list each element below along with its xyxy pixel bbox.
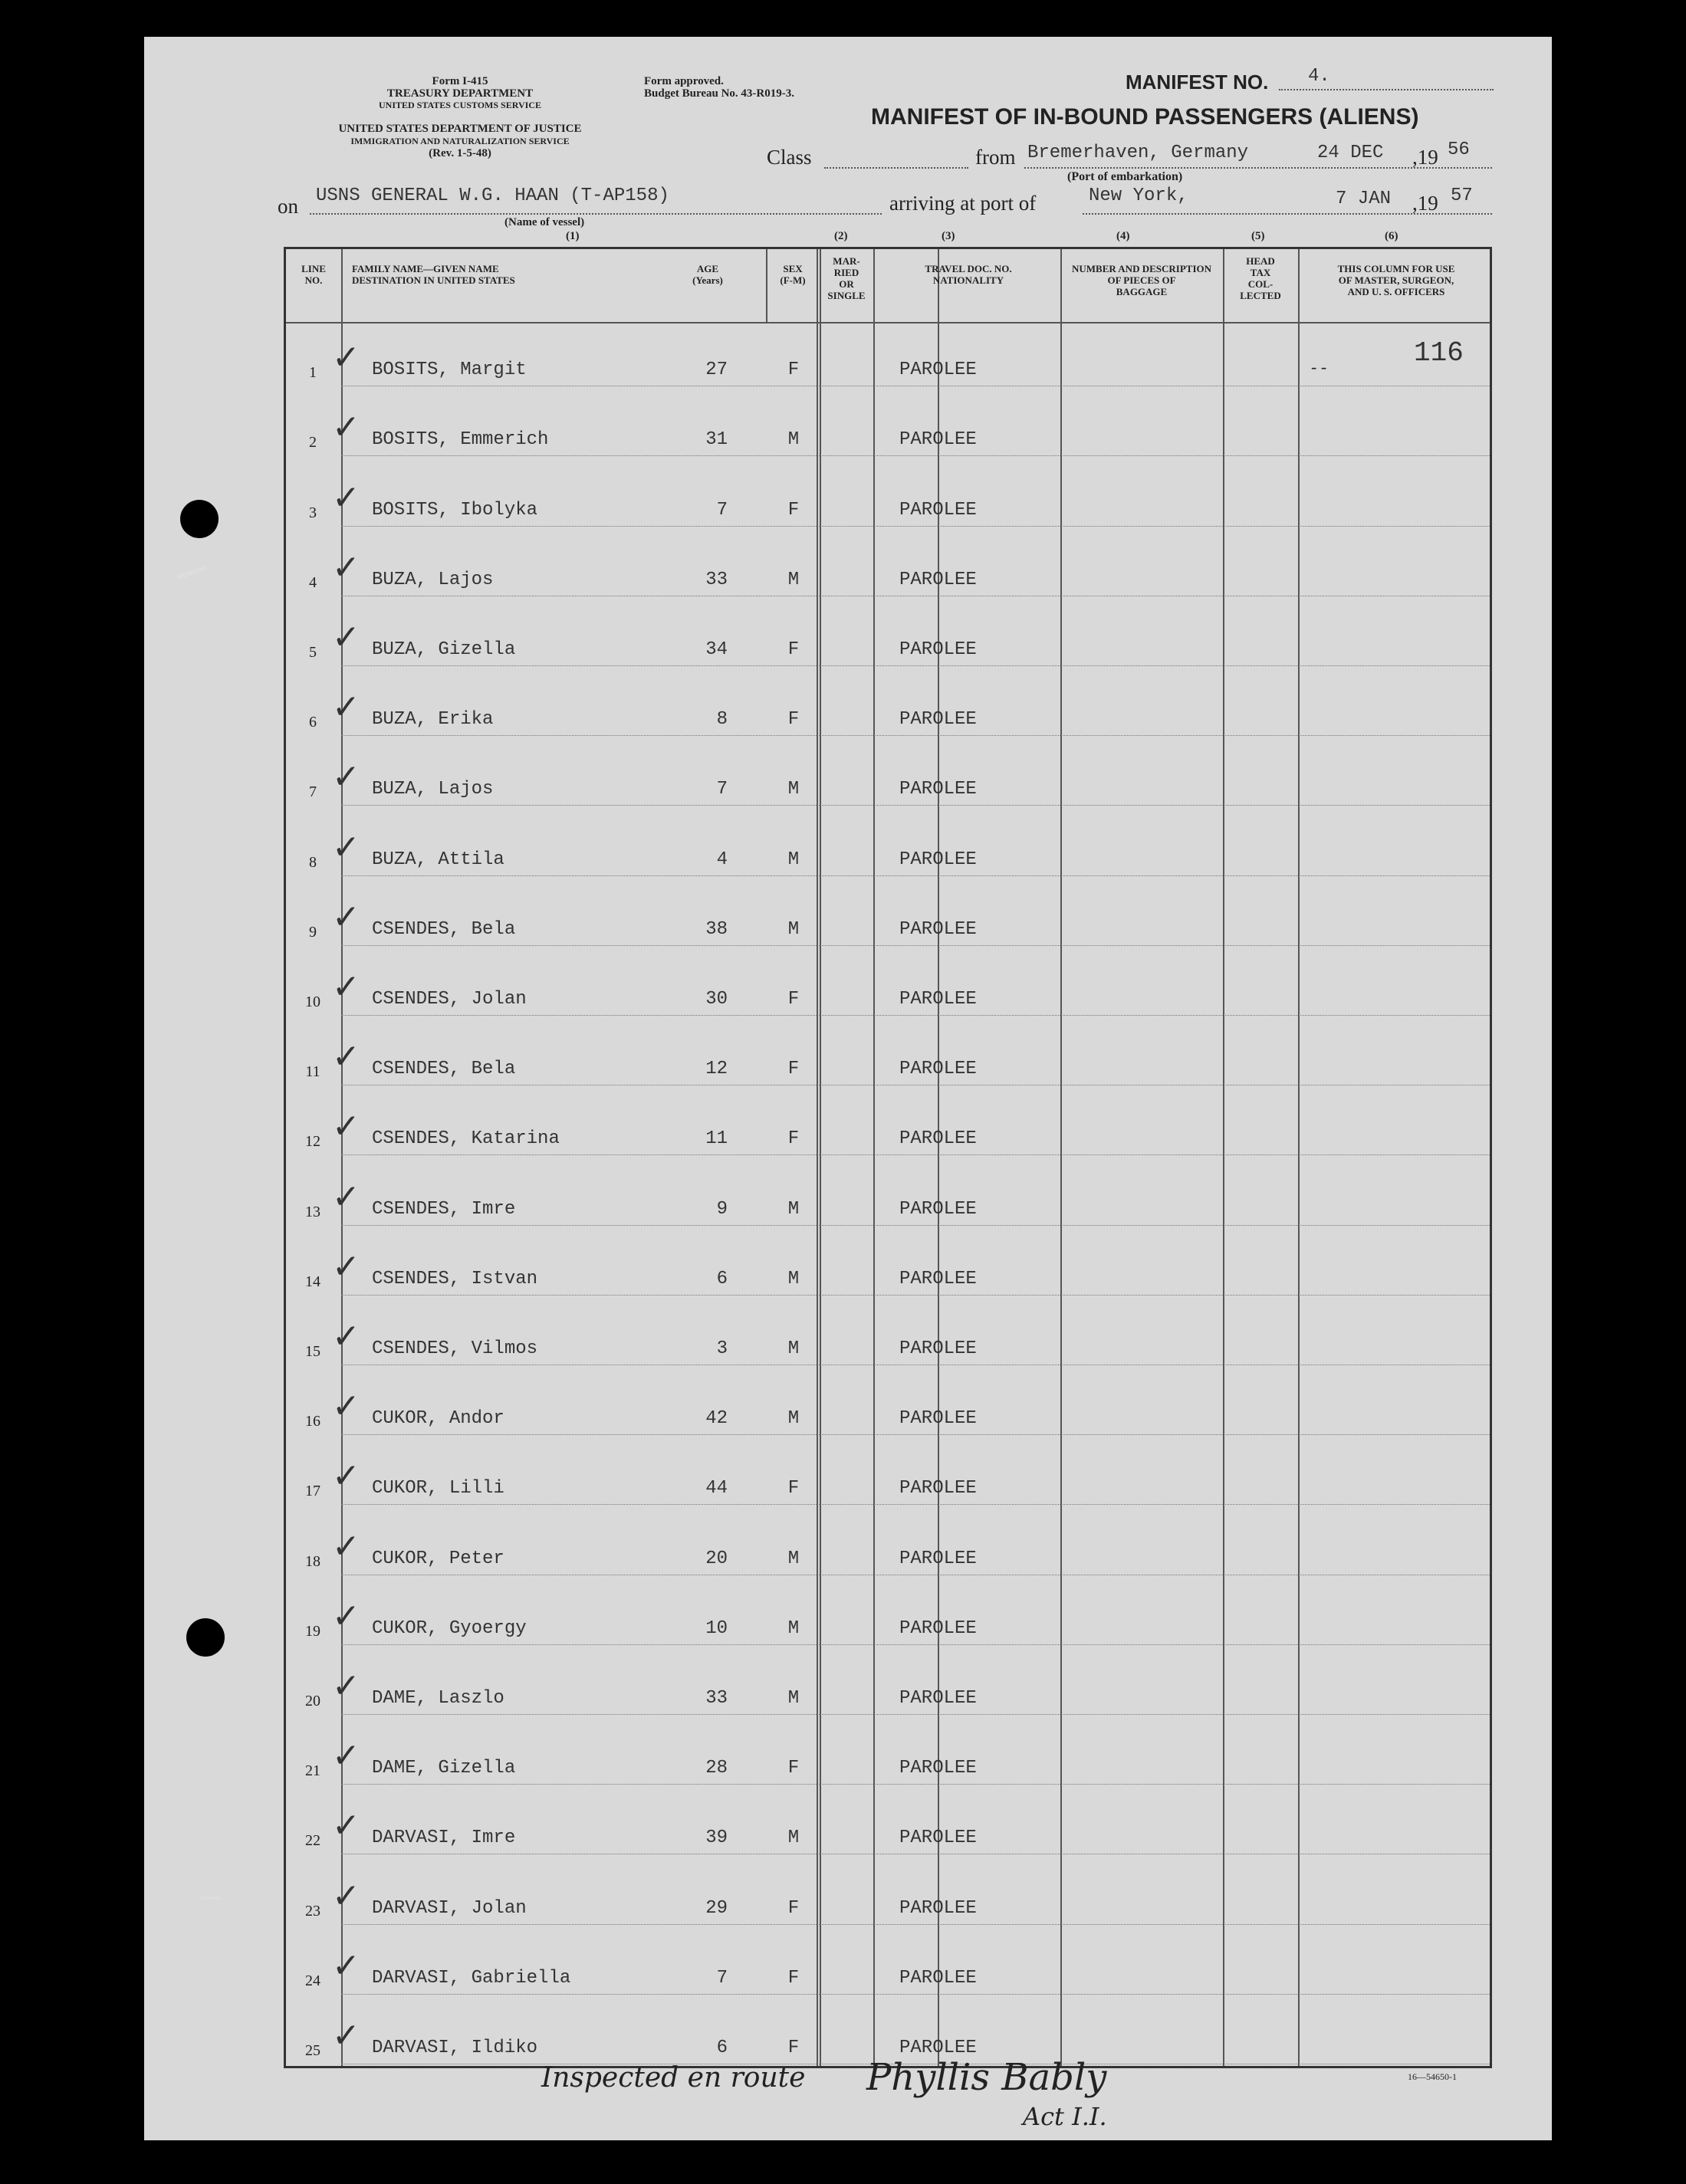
header-baggage: NUMBER AND DESCRIPTION OF PIECES OF BAGGAGE — [1071, 263, 1212, 297]
checkmark-icon: ✓ — [332, 408, 360, 448]
passenger-travel-doc: PAROLEE — [899, 1828, 977, 1849]
line-number: 12 — [305, 1133, 320, 1151]
header-age: AGE (Years) — [692, 263, 723, 286]
line-number: 5 — [309, 644, 317, 661]
checkmark-icon: ✓ — [332, 1317, 360, 1356]
passenger-name: DARVASI, Ildiko — [372, 2038, 538, 2058]
passenger-name: BOSITS, Margit — [372, 360, 527, 381]
passenger-sex: M — [787, 569, 800, 590]
row-divider — [341, 1225, 1490, 1226]
passenger-travel-doc: PAROLEE — [899, 1268, 977, 1289]
passenger-travel-doc: PAROLEE — [899, 1967, 977, 1989]
on-label: on — [278, 195, 298, 218]
row-divider — [341, 735, 1490, 736]
punch-hole — [180, 500, 219, 538]
passenger-age: 27 — [705, 360, 728, 381]
row-divider — [341, 1295, 1490, 1296]
passenger-name: BUZA, Lajos — [372, 569, 494, 590]
checkmark-icon: ✓ — [332, 1177, 360, 1217]
col-divider — [341, 249, 343, 2066]
passenger-name: CUKOR, Lilli — [372, 1478, 504, 1499]
checkmark-icon: ✓ — [332, 1736, 360, 1776]
header-name: FAMILY NAME—GIVEN NAME DESTINATION IN UNITED STATES — [352, 263, 515, 286]
inspector-signature: Phyllis Bably — [866, 2056, 1107, 2099]
checkmark-icon: ✓ — [332, 1107, 360, 1147]
passenger-travel-doc: PAROLEE — [899, 1548, 977, 1569]
passenger-travel-doc: PAROLEE — [899, 1338, 977, 1359]
row-divider — [341, 526, 1490, 527]
margin-mark — [201, 1897, 221, 1900]
line-number: 9 — [309, 923, 317, 941]
col-divider — [1223, 249, 1224, 2066]
passenger-age: 39 — [705, 1828, 728, 1849]
header-line-no: LINE NO. — [301, 263, 326, 286]
row-divider — [341, 875, 1490, 876]
passenger-age: 30 — [705, 989, 728, 1010]
passenger-travel-doc: PAROLEE — [899, 1128, 977, 1150]
line-number: 8 — [309, 853, 317, 871]
col-num-3: (3) — [942, 230, 955, 242]
col-divider — [817, 249, 818, 2066]
row-divider — [341, 1784, 1490, 1785]
line-number: 25 — [305, 2042, 320, 2059]
manifest-line — [1279, 89, 1494, 90]
form-approved: Form approved. — [644, 75, 724, 87]
passenger-name: BUZA, Lajos — [372, 779, 494, 800]
passenger-name: CSENDES, Istvan — [372, 1268, 538, 1289]
passenger-travel-doc: PAROLEE — [899, 989, 977, 1010]
passenger-sex: F — [787, 499, 800, 521]
col-divider — [820, 249, 821, 2066]
passenger-travel-doc: PAROLEE — [899, 1198, 977, 1220]
passenger-sex: F — [787, 989, 800, 1010]
passenger-sex: M — [787, 1198, 800, 1220]
line-number: 24 — [305, 1972, 320, 1989]
passenger-age: 33 — [705, 569, 728, 590]
col-divider — [1060, 249, 1062, 2066]
vessel-caption: (Name of vessel) — [504, 216, 585, 228]
col-num-2: (2) — [834, 230, 848, 242]
passenger-sex: F — [787, 360, 800, 381]
passenger-name: BUZA, Erika — [372, 709, 494, 731]
row-divider — [341, 665, 1490, 666]
passenger-age: 9 — [716, 1198, 728, 1220]
passenger-name: CSENDES, Imre — [372, 1198, 516, 1220]
budget-bureau: Budget Bureau No. 43-R019-3. — [644, 87, 794, 100]
passenger-age: 42 — [705, 1408, 728, 1430]
passenger-age: 33 — [705, 1688, 728, 1709]
passenger-age: 20 — [705, 1548, 728, 1569]
line-number: 3 — [309, 504, 317, 521]
passenger-sex: F — [787, 709, 800, 731]
line-number: 1 — [309, 364, 317, 382]
passenger-age: 28 — [705, 1758, 728, 1779]
signature-title: Act I.I. — [1023, 2102, 1107, 2131]
passenger-sex: M — [787, 849, 800, 870]
manifest-label: MANIFEST NO. — [1126, 71, 1269, 94]
passenger-sex: M — [787, 1548, 800, 1569]
header-sex: SEX (F-M) — [780, 263, 806, 286]
line-number: 6 — [309, 714, 317, 731]
row-divider — [341, 1924, 1490, 1925]
checkmark-icon: ✓ — [332, 1246, 360, 1286]
col-num-6: (6) — [1385, 230, 1398, 242]
passenger-sex: F — [787, 1478, 800, 1499]
passenger-name: DARVASI, Jolan — [372, 1897, 527, 1919]
passenger-travel-doc: PAROLEE — [899, 1617, 977, 1639]
passenger-name: DARVASI, Imre — [372, 1828, 516, 1849]
arrival-year: 57 — [1451, 186, 1473, 206]
line-number: 21 — [305, 1762, 320, 1780]
checkmark-icon: ✓ — [332, 1876, 360, 1916]
arrival-port: New York, — [1089, 186, 1188, 206]
checkmark-icon: ✓ — [332, 1457, 360, 1496]
passenger-age: 3 — [716, 1338, 728, 1359]
passenger-sex: M — [787, 1408, 800, 1430]
passenger-table — [284, 247, 1492, 2068]
passenger-age: 8 — [716, 709, 728, 731]
ins-service: IMMIGRATION AND NATURALIZATION SERVICE — [350, 136, 570, 146]
passenger-travel-doc: PAROLEE — [899, 639, 977, 660]
passenger-name: CSENDES, Bela — [372, 1059, 516, 1080]
passenger-travel-doc: PAROLEE — [899, 1688, 977, 1709]
class-line — [824, 167, 968, 169]
passenger-name: CSENDES, Katarina — [372, 1128, 560, 1150]
line-number: 17 — [305, 1483, 320, 1500]
inspected-note: Inspected en route — [541, 2062, 806, 2094]
passenger-age: 10 — [705, 1617, 728, 1639]
checkmark-icon: ✓ — [332, 2016, 360, 2055]
line-number: 19 — [305, 1622, 320, 1640]
treasury-dept: TREASURY DEPARTMENT — [386, 87, 534, 100]
passenger-travel-doc: PAROLEE — [899, 779, 977, 800]
from-label: from — [975, 146, 1016, 169]
passenger-age: 6 — [716, 1268, 728, 1289]
year-prefix: ,19 — [1412, 192, 1438, 215]
row-divider — [341, 1714, 1490, 1715]
checkmark-icon: ✓ — [332, 1037, 360, 1077]
row-divider — [341, 1154, 1490, 1155]
passenger-name: CUKOR, Andor — [372, 1408, 504, 1430]
passenger-name: BOSITS, Ibolyka — [372, 499, 538, 521]
form-number: Form I-415 — [432, 75, 488, 87]
footer-code: 16—54650-1 — [1408, 2071, 1457, 2082]
checkmark-icon: ✓ — [332, 478, 360, 517]
passenger-travel-doc: PAROLEE — [899, 1408, 977, 1430]
checkmark-icon: ✓ — [332, 1946, 360, 1985]
year-prefix: ,19 — [1412, 146, 1438, 169]
passenger-travel-doc: PAROLEE — [899, 918, 977, 940]
passenger-sex: M — [787, 918, 800, 940]
line-number: 15 — [305, 1343, 320, 1360]
passenger-sex: M — [787, 429, 800, 451]
arrival-date: 7 JAN — [1336, 189, 1392, 209]
col-num-4: (4) — [1116, 230, 1130, 242]
checkmark-icon: ✓ — [332, 618, 360, 657]
officer-mark: - - — [1311, 357, 1327, 376]
passenger-sex: F — [787, 1128, 800, 1150]
passenger-age: 7 — [716, 499, 728, 521]
passenger-name: CSENDES, Bela — [372, 918, 516, 940]
from-line — [1024, 167, 1492, 169]
manifest-number: 4. — [1308, 66, 1330, 87]
passenger-age: 7 — [716, 779, 728, 800]
header-officer-use: THIS COLUMN FOR USE OF MASTER, SURGEON, AND U. S. OFFICERS — [1337, 263, 1455, 297]
passenger-name: BUZA, Gizella — [372, 639, 516, 660]
passenger-name: DAME, Laszlo — [372, 1688, 504, 1709]
passenger-sex: F — [787, 1897, 800, 1919]
line-number: 13 — [305, 1203, 320, 1220]
header-married: MAR- RIED OR SINGLE — [827, 255, 866, 301]
checkmark-icon: ✓ — [332, 1806, 360, 1846]
passenger-sex: M — [787, 1268, 800, 1289]
passenger-name: DARVASI, Gabriella — [372, 1967, 571, 1989]
passenger-name: BOSITS, Emmerich — [372, 429, 549, 451]
line-number: 7 — [309, 783, 317, 801]
manifest-title: MANIFEST OF IN-BOUND PASSENGERS (ALIENS) — [871, 104, 1419, 130]
passenger-age: 29 — [705, 1897, 728, 1919]
checkmark-icon: ✓ — [332, 1667, 360, 1706]
passenger-name: CUKOR, Gyoergy — [372, 1617, 527, 1639]
header-head-tax: HEAD TAX COL- LECTED — [1240, 255, 1281, 301]
row-divider — [341, 1994, 1490, 1995]
punch-hole — [186, 1618, 225, 1657]
col-num-1: (1) — [566, 230, 580, 242]
row-divider — [341, 945, 1490, 946]
justice-dept: UNITED STATES DEPARTMENT OF JUSTICE — [338, 123, 582, 135]
passenger-travel-doc: PAROLEE — [899, 429, 977, 451]
passenger-name: CSENDES, Jolan — [372, 989, 527, 1010]
line-number: 4 — [309, 573, 317, 591]
passenger-sex: F — [787, 1059, 800, 1080]
checkmark-icon: ✓ — [332, 338, 360, 378]
line-number: 20 — [305, 1693, 320, 1709]
passenger-travel-doc: PAROLEE — [899, 849, 977, 870]
arrival-line — [1083, 213, 1492, 215]
passenger-age: 7 — [716, 1967, 728, 1989]
row-divider — [341, 1504, 1490, 1505]
line-number: 18 — [305, 1552, 320, 1570]
passenger-sex: M — [787, 779, 800, 800]
passenger-sex: F — [787, 1967, 800, 1989]
passenger-sex: F — [787, 2038, 800, 2058]
line-number: 14 — [305, 1273, 320, 1290]
passenger-sex: M — [787, 1688, 800, 1709]
row-divider — [341, 1644, 1490, 1645]
checkmark-icon: ✓ — [332, 547, 360, 587]
customs-service: UNITED STATES CUSTOMS SERVICE — [379, 100, 541, 110]
line-number: 11 — [305, 1063, 320, 1081]
class-label: Class — [767, 146, 812, 169]
passenger-age: 44 — [705, 1478, 728, 1499]
arriving-label: arriving at port of — [889, 192, 1037, 215]
departure-year: 56 — [1448, 140, 1470, 160]
passenger-sex: M — [787, 1338, 800, 1359]
checkmark-icon: ✓ — [332, 1387, 360, 1427]
passenger-age: 12 — [705, 1059, 728, 1080]
line-number: 22 — [305, 1832, 320, 1850]
passenger-name: CSENDES, Vilmos — [372, 1338, 538, 1359]
passenger-age: 38 — [705, 918, 728, 940]
passenger-sex: F — [787, 1758, 800, 1779]
vessel-name: USNS GENERAL W.G. HAAN (T-AP158) — [316, 186, 669, 206]
line-number: 2 — [309, 434, 317, 452]
vessel-line — [310, 213, 882, 215]
passenger-name: BUZA, Attila — [372, 849, 504, 870]
departure-date: 24 DEC — [1317, 143, 1384, 163]
passenger-sex: M — [787, 1617, 800, 1639]
passenger-travel-doc: PAROLEE — [899, 360, 977, 381]
passenger-sex: M — [787, 1828, 800, 1849]
checkmark-icon: ✓ — [332, 827, 360, 867]
passenger-age: 34 — [705, 639, 728, 660]
passenger-age: 6 — [716, 2038, 728, 2058]
passenger-age: 31 — [705, 429, 728, 451]
revision: (Rev. 1-5-48) — [429, 147, 491, 159]
passenger-travel-doc: PAROLEE — [899, 1059, 977, 1080]
passenger-name: CUKOR, Peter — [372, 1548, 504, 1569]
row-divider — [341, 805, 1490, 806]
col-num-5: (5) — [1251, 230, 1265, 242]
col-divider — [1298, 249, 1300, 2066]
passenger-travel-doc: PAROLEE — [899, 1897, 977, 1919]
checkmark-icon: ✓ — [332, 757, 360, 797]
passenger-travel-doc: PAROLEE — [899, 1758, 977, 1779]
page-stamp-number: 116 — [1414, 337, 1464, 369]
checkmark-icon: ✓ — [332, 1526, 360, 1566]
passenger-sex: F — [787, 639, 800, 660]
checkmark-icon: ✓ — [332, 967, 360, 1007]
header-travel-doc: TRAVEL DOC. NO. NATIONALITY — [925, 263, 1012, 286]
passenger-travel-doc: PAROLEE — [899, 709, 977, 731]
line-number: 10 — [305, 993, 320, 1010]
passenger-travel-doc: PAROLEE — [899, 2038, 977, 2058]
port-caption: (Port of embarkation) — [1067, 170, 1183, 183]
checkmark-icon: ✓ — [332, 688, 360, 727]
passenger-name: DAME, Gizella — [372, 1758, 516, 1779]
passenger-travel-doc: PAROLEE — [899, 1478, 977, 1499]
passenger-age: 11 — [705, 1128, 728, 1150]
header-divider — [286, 322, 1490, 323]
checkmark-icon: ✓ — [332, 1596, 360, 1636]
line-number: 16 — [305, 1413, 320, 1430]
col-divider — [938, 249, 939, 2066]
passenger-travel-doc: PAROLEE — [899, 499, 977, 521]
port-of-embarkation: Bremerhaven, Germany — [1027, 143, 1249, 163]
line-number: 23 — [305, 1902, 320, 1920]
passenger-travel-doc: PAROLEE — [899, 569, 977, 590]
passenger-age: 4 — [716, 849, 728, 870]
row-divider — [341, 1015, 1490, 1016]
checkmark-icon: ✓ — [332, 897, 360, 937]
row-divider — [341, 455, 1490, 456]
row-divider — [341, 1434, 1490, 1435]
